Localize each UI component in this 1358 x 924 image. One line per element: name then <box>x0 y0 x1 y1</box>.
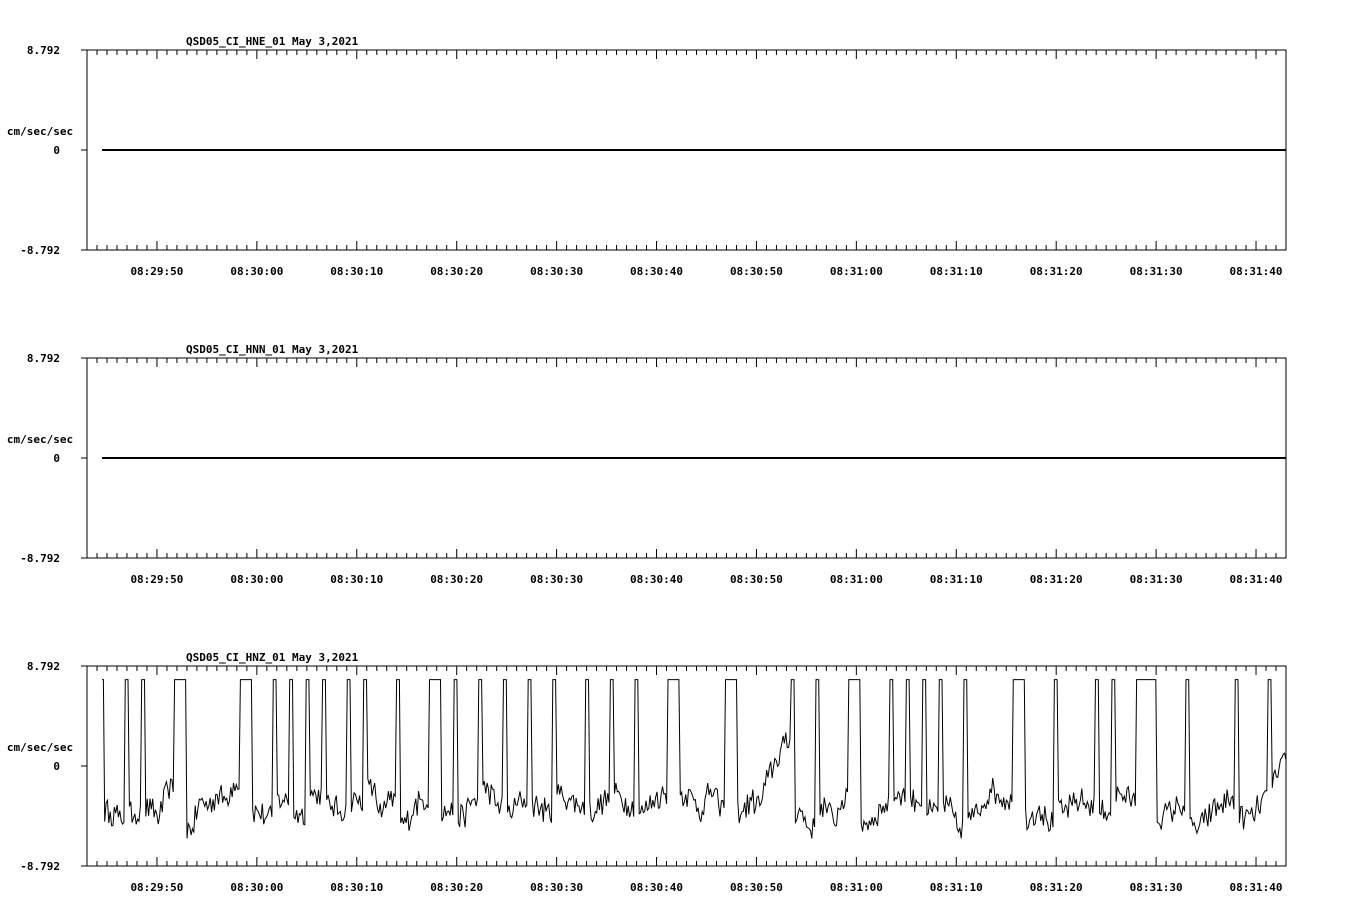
x-tick-label: 08:31:40 <box>1229 881 1283 894</box>
chart-title: QSD05_CI_HNZ_01 May 3,2021 <box>186 651 359 664</box>
x-tick-label: 08:31:40 <box>1229 573 1283 586</box>
y-tick-label: 8.792 <box>26 352 60 365</box>
x-tick-label: 08:31:30 <box>1129 881 1183 894</box>
x-tick-label: 08:30:20 <box>430 265 484 278</box>
x-tick-label: 08:29:50 <box>130 265 184 278</box>
x-tick-label: 08:30:10 <box>330 881 384 894</box>
y-tick-label: -8.792 <box>20 244 60 257</box>
x-tick-label: 08:30:10 <box>330 573 384 586</box>
x-tick-label: 08:30:40 <box>630 573 684 586</box>
plot-frame <box>87 666 1286 866</box>
x-tick-label: 08:29:50 <box>130 881 184 894</box>
x-tick-label: 08:30:00 <box>230 265 284 278</box>
x-tick-label: 08:31:10 <box>929 881 983 894</box>
x-tick-label: 08:31:00 <box>829 573 883 586</box>
x-tick-label: 08:30:00 <box>230 573 284 586</box>
x-tick-label: 08:30:30 <box>530 573 584 586</box>
x-tick-label: 08:30:20 <box>430 881 484 894</box>
x-tick-label: 08:31:30 <box>1129 573 1183 586</box>
x-tick-label: 08:31:00 <box>829 265 883 278</box>
x-tick-label: 08:31:30 <box>1129 265 1183 278</box>
x-tick-label: 08:30:50 <box>729 573 783 586</box>
seismic-trace <box>102 680 1286 839</box>
x-tick-label: 08:31:40 <box>1229 265 1283 278</box>
y-tick-label: -8.792 <box>20 552 60 565</box>
x-tick-label: 08:30:40 <box>630 265 684 278</box>
x-tick-label: 08:31:20 <box>1029 265 1083 278</box>
y-tick-label: 0 <box>53 144 60 157</box>
y-axis-label: cm/sec/sec <box>6 433 74 446</box>
y-tick-label: 8.792 <box>26 660 60 673</box>
y-tick-label: 0 <box>53 760 60 773</box>
x-tick-label: 08:31:00 <box>829 881 883 894</box>
x-tick-label: 08:30:50 <box>729 265 783 278</box>
x-tick-label: 08:30:10 <box>330 265 384 278</box>
x-tick-label: 08:29:50 <box>130 573 184 586</box>
y-tick-label: -8.792 <box>20 860 60 873</box>
x-tick-label: 08:30:30 <box>530 265 584 278</box>
x-tick-label: 08:30:00 <box>230 881 284 894</box>
chart-title: QSD05_CI_HNN_01 May 3,2021 <box>186 343 359 356</box>
y-tick-label: 8.792 <box>26 44 60 57</box>
y-axis-label: cm/sec/sec <box>6 125 74 138</box>
x-tick-label: 08:31:20 <box>1029 881 1083 894</box>
x-tick-label: 08:30:30 <box>530 881 584 894</box>
x-tick-label: 08:30:20 <box>430 573 484 586</box>
chart-title: QSD05_CI_HNE_01 May 3,2021 <box>186 35 359 48</box>
x-tick-label: 08:30:40 <box>630 881 684 894</box>
x-tick-label: 08:31:10 <box>929 573 983 586</box>
y-axis-label: cm/sec/sec <box>6 741 74 754</box>
x-tick-label: 08:30:50 <box>729 881 783 894</box>
x-tick-label: 08:31:20 <box>1029 573 1083 586</box>
y-tick-label: 0 <box>53 452 60 465</box>
x-tick-label: 08:31:10 <box>929 265 983 278</box>
